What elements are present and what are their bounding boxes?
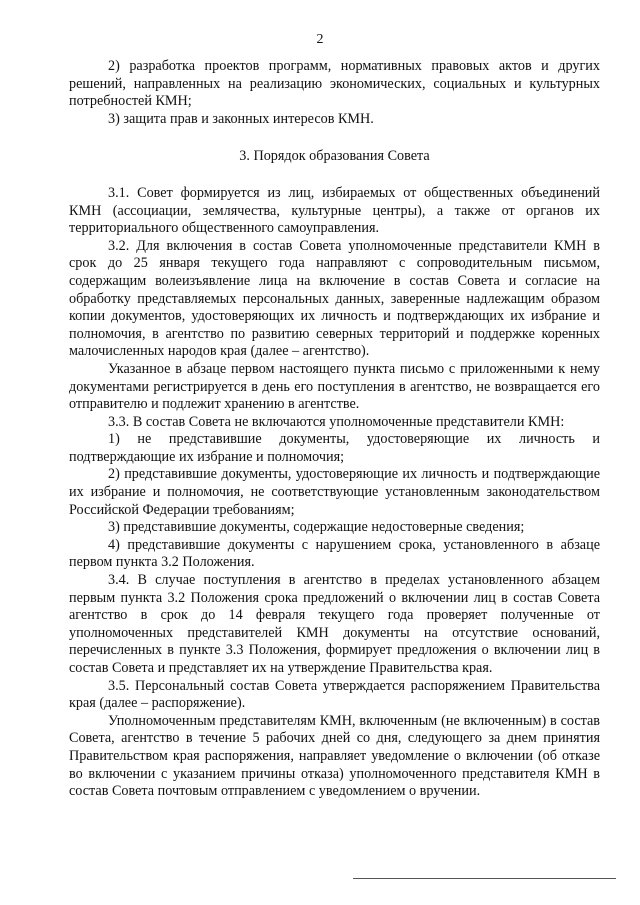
paragraph: Указанное в абзаце первом настоящего пункта письмо с приложенными к нему документами регистрируется в день его поступления в агентство, не возвращается его отправителю и подлежит хранению в агентстве. xyxy=(69,360,600,413)
document-body xyxy=(69,58,600,801)
list-item: 4) представившие документы с нарушением срока, установленного в абзаце первом пункта 3.2 Положения. xyxy=(69,536,600,571)
paragraph: 3.3. В состав Совета не включаются уполномоченные представители КМН: xyxy=(108,413,565,430)
section-heading: 3. Порядок образования Совета xyxy=(239,148,430,165)
paragraph: Уполномоченным представителям КМН, включенным (не включенным) в состав Совета, агентство в течение 5 рабочих дней со дня, следующего за днем принятия Правительством края распоряжения, направляет уведомление о включении (об отказе во включении с указанием причины отказа) уполномоченного представителя КМН в состав Совета почтовым отправлением с уведомлением о вручении. xyxy=(69,712,600,800)
list-item: 3) представившие документы, содержащие недостоверные сведения; xyxy=(108,519,525,536)
paragraph: 2) разработка проектов программ, нормативных правовых актов и других решений, направленных на реализацию экономических, социальных и культурных потребностей КМН; xyxy=(69,58,600,110)
paragraph: 3.2. Для включения в состав Совета уполномоченные представители КМН в срок до 25 января текущего года направляют с сопроводительным письмом, содержащим волеизъявление лица на включение в состав Совета и согласие на обработку представляемых персональных данных, заверенные надлежащим образом копии документов, удостоверяющих их личность и подтверждающих их избрание и полномочия, в агентство по развитию северных территорий и поддержке коренных малочисленных народов края (далее – агентство). xyxy=(69,237,600,360)
list-item: 2) представившие документы, удостоверяющие их личность и подтверждающие их избрание и полномочия, не соответствующие установленным законодательством Российской Федерации требованиям; xyxy=(69,466,600,518)
page-number: 2 xyxy=(316,32,324,47)
list-item: 1) не представившие документы, удостоверяющие их личность и подтверждающие их избрание и полномочия; xyxy=(69,431,600,465)
paragraph: 3) защита прав и законных интересов КМН. xyxy=(108,110,374,127)
paragraph: 3.4. В случае поступления в агентство в пределах установленного абзацем первым пункта 3.2 Положения срока предложений о включении лиц в состав Совета агентство в срок до 14 февраля текущего года проверяет полученные от уполномоченных представителей КМН документы на отсутствие оснований, перечисленных в пункте 3.3 Положения, формирует предложения о включении лиц в состав Совета и представляет их на утверждение Правительства края. xyxy=(69,572,600,676)
paragraph: 3.1. Совет формируется из лиц, избираемых от общественных объединений КМН (ассоциации, землячества, культурные центры), а также от органов их территориального общественного самоуправления. xyxy=(69,184,600,237)
paragraph: 3.5. Персональный состав Совета утверждается распоряжением Правительства края (далее – распоряжение). xyxy=(69,677,600,712)
footer-divider xyxy=(353,878,616,879)
